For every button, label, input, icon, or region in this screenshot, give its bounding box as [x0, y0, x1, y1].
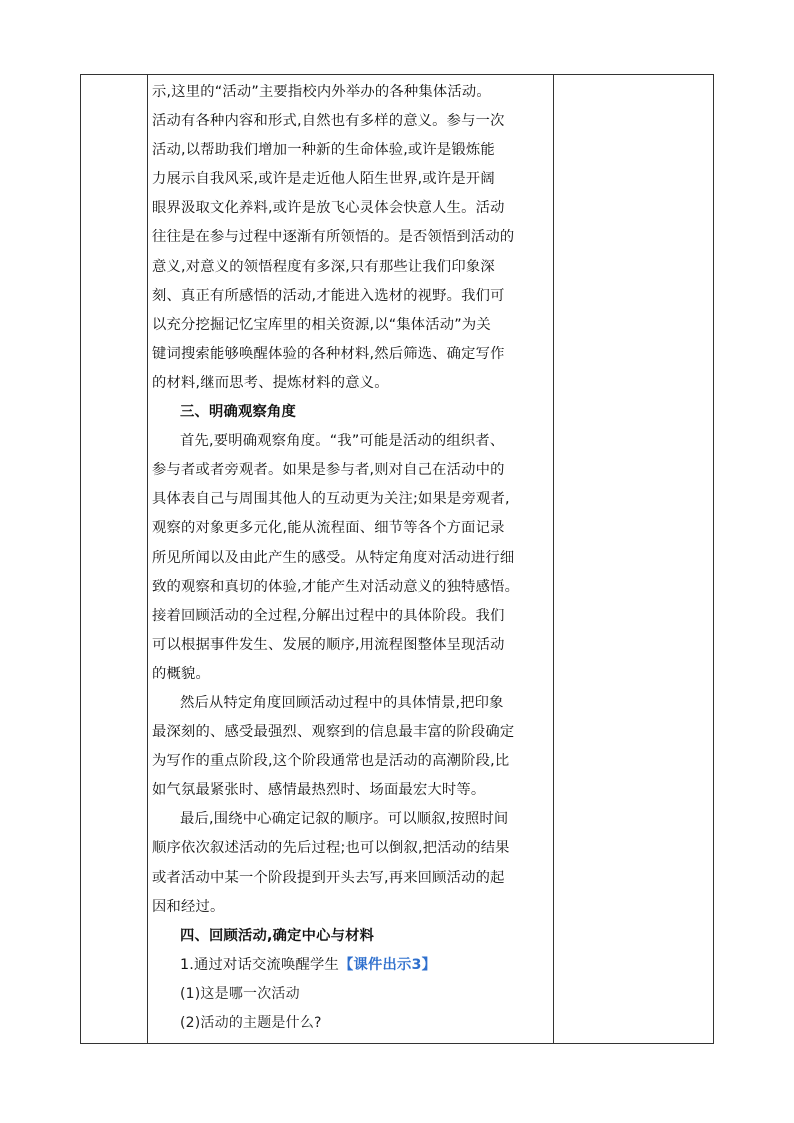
text-line: 或者活动中某一个阶段提到开头去写,再来回顾活动的起 [152, 869, 505, 886]
question-1: (1)这是哪一次活动 [180, 985, 300, 1002]
text-line: 的材料,继而思考、提炼材料的意义。 [152, 374, 389, 391]
text-line: 活动,以帮助我们增加一种新的生命体验,或许是锻炼能 [152, 142, 495, 159]
question-2: (2)活动的主题是什么? [180, 1015, 322, 1031]
text-line: 观察的对象更多元化,能从流程面、细节等各个方面记录 [152, 520, 505, 537]
text-line: 力展示自我风采,或许是走近他人陌生世界,或许是开阔 [152, 171, 495, 188]
text-line: 最深刻的、感受最强烈、观察到的信息最丰富的阶段确定 [152, 724, 515, 741]
text-line: 键词搜索能够唤醒体验的各种材料,然后筛选、确定写作 [152, 345, 505, 362]
text-line: 如气氛最紧张时、感情最热烈时、场面最宏大时等。 [152, 782, 486, 799]
text-line: 所见所闻以及由此产生的感受。从特定角度对活动进行细 [152, 549, 515, 566]
text-line: 刻、真正有所感悟的活动,才能进入选材的视野。我们可 [152, 287, 505, 304]
text-line: 往往是在参与过程中逐渐有所领悟的。是否领悟到活动的 [152, 229, 515, 246]
text-line: 接着回顾活动的全过程,分解出过程中的具体阶段。我们 [152, 607, 505, 624]
text-line: 示,这里的“活动”主要指校内外举办的各种集体活动。 [152, 84, 491, 100]
text-line: 眼界汲取文化养料,或许是放飞心灵体会快意人生。活动 [152, 200, 505, 217]
text-line: 意义,对意义的领悟程度有多深,只有那些让我们印象深 [152, 258, 495, 275]
column-divider-right [553, 75, 554, 1043]
section-3-paragraph [152, 427, 552, 689]
intro-paragraph [152, 78, 552, 398]
text-line: 顺序依次叙述活动的先后过程;也可以倒叙,把活动的结果 [152, 840, 510, 857]
text-line: 参与者或者旁观者。如果是参与者,则对自己在活动中的 [152, 462, 505, 479]
lesson-content [152, 78, 552, 1038]
list-item [152, 951, 552, 980]
text-line: 活动有各种内容和形式,自然也有多样的意义。参与一次 [152, 113, 505, 130]
section-3-paragraph-2 [152, 689, 552, 805]
text-line: 可以根据事件发生、发展的顺序,用流程图整体呈现活动 [152, 636, 505, 653]
text-line: 然后从特定角度回顾活动过程中的具体情景,把印象 [180, 694, 504, 711]
section-heading-4: 四、回顾活动,确定中心与材料 [180, 927, 375, 944]
courseware-tag: 【课件出示3】 [339, 956, 437, 973]
column-divider-left [147, 75, 148, 1043]
text-line: 因和经过。 [152, 898, 225, 915]
text-line: 的概貌。 [152, 665, 210, 682]
text-line: 为写作的重点阶段,这个阶段通常也是活动的高潮阶段,比 [152, 753, 510, 770]
list-item-text: 1.通过对话交流唤醒学生 [180, 956, 340, 973]
section-3-paragraph-3 [152, 805, 552, 921]
text-line: 具体表自己与周围其他人的互动更为关注;如果是旁观者, [152, 491, 510, 508]
text-line: 首先,要明确观察角度。“我”可能是活动的组织者、 [180, 433, 505, 450]
section-heading-3: 三、明确观察角度 [180, 404, 296, 421]
text-line: 致的观察和真切的体验,才能产生对活动意义的独特感悟。 [152, 578, 520, 595]
text-line: 最后,围绕中心确定记叙的顺序。可以顺叙,按照时间 [180, 811, 509, 828]
text-line: 以充分挖掘记忆宝库里的相关资源,以“集体活动”为关 [152, 316, 491, 333]
